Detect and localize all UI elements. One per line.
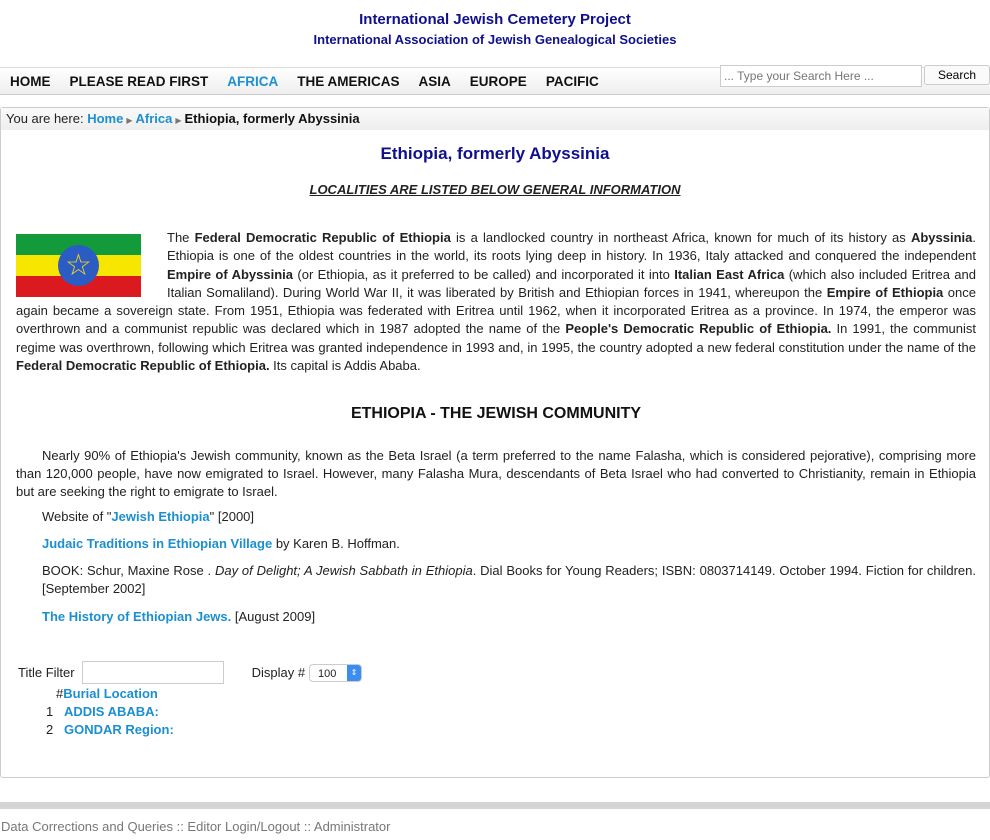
intro-text: In 1991, the communist regime was overthrown, following which Eritrea was granted independence in 1993 and, in 1995, the country adopted a new federal constitution under the name of the (16, 321, 976, 355)
judaic-line (16, 535, 976, 553)
intro-paragraph (16, 229, 976, 375)
localities-note: LOCALITIES ARE LISTED BELOW GENERAL INFORMATION (309, 182, 681, 197)
intro-bold: Federal Democratic Republic of Ethiopia (194, 230, 451, 245)
intro-bold: Empire of Ethiopia (826, 284, 944, 300)
intro-text: (or Ethiopia, as it preferred to be called) and incorporated it into (293, 266, 675, 282)
intro-bold: People's Democratic Republic of Ethiopia. (565, 321, 832, 337)
search-input[interactable] (720, 65, 922, 87)
chevron-right-icon: ▶ (175, 116, 182, 125)
breadcrumb-home[interactable]: Home (87, 111, 124, 126)
intro-text: is a landlocked country in northeast Africa, known for much of its history as (450, 230, 911, 245)
title-filter-label: Title Filter (18, 665, 75, 680)
breadcrumb-africa[interactable]: Africa (135, 111, 173, 126)
nav-asia[interactable]: ASIA (418, 74, 451, 89)
jewish-ethiopia-link[interactable]: Jewish Ethiopia (111, 508, 210, 524)
community-paragraph: Nearly 90% of Ethiopia's Jewish community, known as the Beta Israel (a term preferred to the name Falasha, which is considered pejorative), comprising more than 120,000 people, have now emigrated to Israel. However, many Falasha Mura, descendants of Beta Israel who had converted to Christianity, remain in Ethiopia but are seeking the right to emigrate to Israel. (16, 447, 976, 500)
footer-divider (0, 802, 990, 809)
site-header (0, 0, 990, 67)
site-title: International Jewish Cemetery Project (359, 11, 631, 28)
number-column-header: # (56, 686, 64, 701)
book-prefix: BOOK: Schur, Maxine Rose . (42, 563, 215, 579)
burial-location-sort-link[interactable]: Burial Location (63, 686, 158, 701)
judaic-traditions-link[interactable]: Judaic Traditions in Ethiopian Village (42, 535, 273, 551)
display-label: Display # (251, 665, 306, 680)
nav-africa[interactable]: AFRICA (227, 74, 279, 89)
location-link[interactable]: ADDIS ABABA: (64, 704, 159, 719)
intro-text: The (167, 230, 195, 245)
page-title: Ethiopia, formerly Abyssinia (380, 144, 610, 163)
book-suffix: . Dial Books for Young Readers; ISBN: 0803714149. October 1994. Fiction for children. [September 2002] (42, 563, 976, 597)
row-number: 2 (46, 722, 54, 737)
intro-bold: Abyssinia (910, 230, 973, 245)
intro-text: (which also included Eritrea and Italian Somaliland). During World War II, it was liberated by British and Ethiopian forces in 1941, whereupon the (167, 266, 976, 300)
footer-links[interactable]: Data Corrections and Queries :: Editor Login/Logout :: Administrator (1, 819, 391, 834)
website-suffix: " [2000] (209, 508, 255, 524)
location-link[interactable]: GONDAR Region: (64, 722, 174, 737)
intro-text: . Ethiopia is one of the oldest countries in the world, its roots lying deep in history. In 1936, Italy attacked and conquered the independent (167, 230, 976, 264)
breadcrumb (1, 108, 989, 130)
search-form (720, 65, 990, 87)
table-header (46, 685, 174, 703)
nav-the-americas[interactable]: THE AMERICAS (297, 74, 400, 89)
intro-bold: Italian East Africa (674, 266, 785, 282)
nav-please-read-first[interactable]: PLEASE READ FIRST (69, 74, 209, 89)
website-prefix: Website of " (42, 508, 112, 524)
title-filter-input[interactable] (82, 661, 224, 684)
display-count-value: 100 (318, 667, 337, 680)
breadcrumb-prefix: You are here: (6, 111, 84, 126)
nav-home[interactable]: HOME (10, 74, 51, 89)
breadcrumb-current: Ethiopia, formerly Abyssinia (184, 111, 360, 126)
table-row (46, 721, 174, 739)
locations-table (46, 685, 174, 739)
website-line (16, 508, 976, 526)
intro-text: Its capital is Addis Ababa. (269, 358, 421, 374)
chevron-updown-icon: ⇕ (347, 665, 361, 681)
site-subtitle: International Association of Jewish Genealogical Societies (313, 32, 677, 47)
nav-pacific[interactable]: PACIFIC (545, 74, 599, 89)
book-title: Day of Delight; A Jewish Sabbath in Ethiopia (214, 563, 473, 579)
intro-bold: Federal Democratic Republic of Ethiopia. (16, 358, 270, 374)
community-heading: ETHIOPIA - THE JEWISH COMMUNITY (350, 405, 642, 423)
history-suffix: [August 2009] (231, 608, 316, 624)
content-box (0, 107, 990, 778)
main-nav (0, 67, 990, 95)
intro-text: once again became a sovereign state. From 1951, Ethiopia was federated with Eritrea until 1962, when it incorporated Eritrea as a province. In 1974, the emperor was overthrown and a communist republic was declared which in 1987 adopted the name of the (16, 284, 976, 337)
history-link[interactable]: The History of Ethiopian Jews. (42, 608, 232, 624)
table-row (46, 703, 174, 721)
search-button[interactable]: Search (924, 65, 990, 85)
chevron-right-icon: ▶ (126, 116, 133, 125)
intro-bold: Empire of Abyssinia (167, 266, 294, 282)
history-line (16, 608, 976, 626)
row-number: 1 (46, 704, 54, 719)
nav-europe[interactable]: EUROPE (469, 74, 527, 89)
ethiopia-flag-icon: ☆ (16, 234, 141, 297)
filter-bar (18, 661, 362, 684)
display-count-select[interactable] (309, 664, 362, 682)
judaic-suffix: by Karen B. Hoffman. (272, 535, 400, 551)
book-line (16, 562, 976, 599)
